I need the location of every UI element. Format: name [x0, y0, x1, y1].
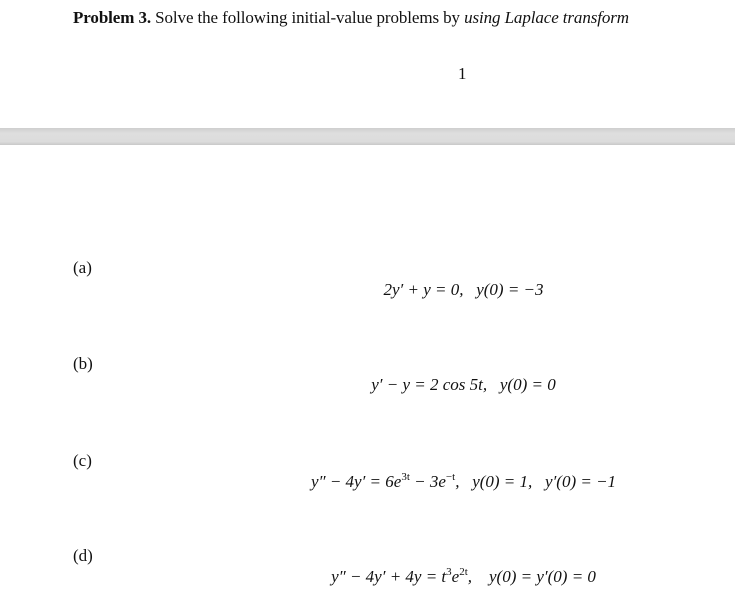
problem-b-label: (b): [73, 354, 93, 373]
problem-b-equation: [0, 375, 735, 395]
equation-superscript: 3t: [401, 471, 410, 483]
equation-text: − 3e: [409, 472, 446, 491]
page-number: 1: [458, 64, 467, 83]
problem-d-equation: [0, 567, 735, 587]
problem-instruction: Solve the following initial-value problems by: [151, 8, 465, 27]
problem-number: Problem 3.: [73, 8, 152, 27]
equation-superscript: 2t: [459, 566, 468, 578]
problem-a-label: (a): [73, 258, 92, 277]
page-separator: [0, 128, 735, 145]
equation-text: e: [451, 567, 460, 586]
equation-superscript: 3: [446, 566, 452, 578]
equation-text: y′ − y = 2 cos 5t, y(0) = 0: [371, 375, 556, 394]
problem-c-label: (c): [73, 451, 92, 470]
equation-text: 2y′ + y = 0, y(0) = −3: [383, 280, 544, 299]
problem-method: using Laplace transform: [464, 8, 629, 27]
equation-text: y″ − 4y′ + 4y = t: [331, 567, 447, 586]
problem-a-equation: [0, 280, 735, 300]
equation-text: , y(0) = 1, y′(0) = −1: [455, 472, 617, 491]
equation-text: y″ − 4y′ = 6e: [310, 472, 402, 491]
equation-superscript: −t: [445, 471, 456, 483]
problem-d-label: (d): [73, 546, 93, 565]
equation-text: , y(0) = y′(0) = 0: [467, 567, 596, 586]
problem-heading: [73, 8, 629, 28]
problem-c-equation: [0, 472, 735, 492]
